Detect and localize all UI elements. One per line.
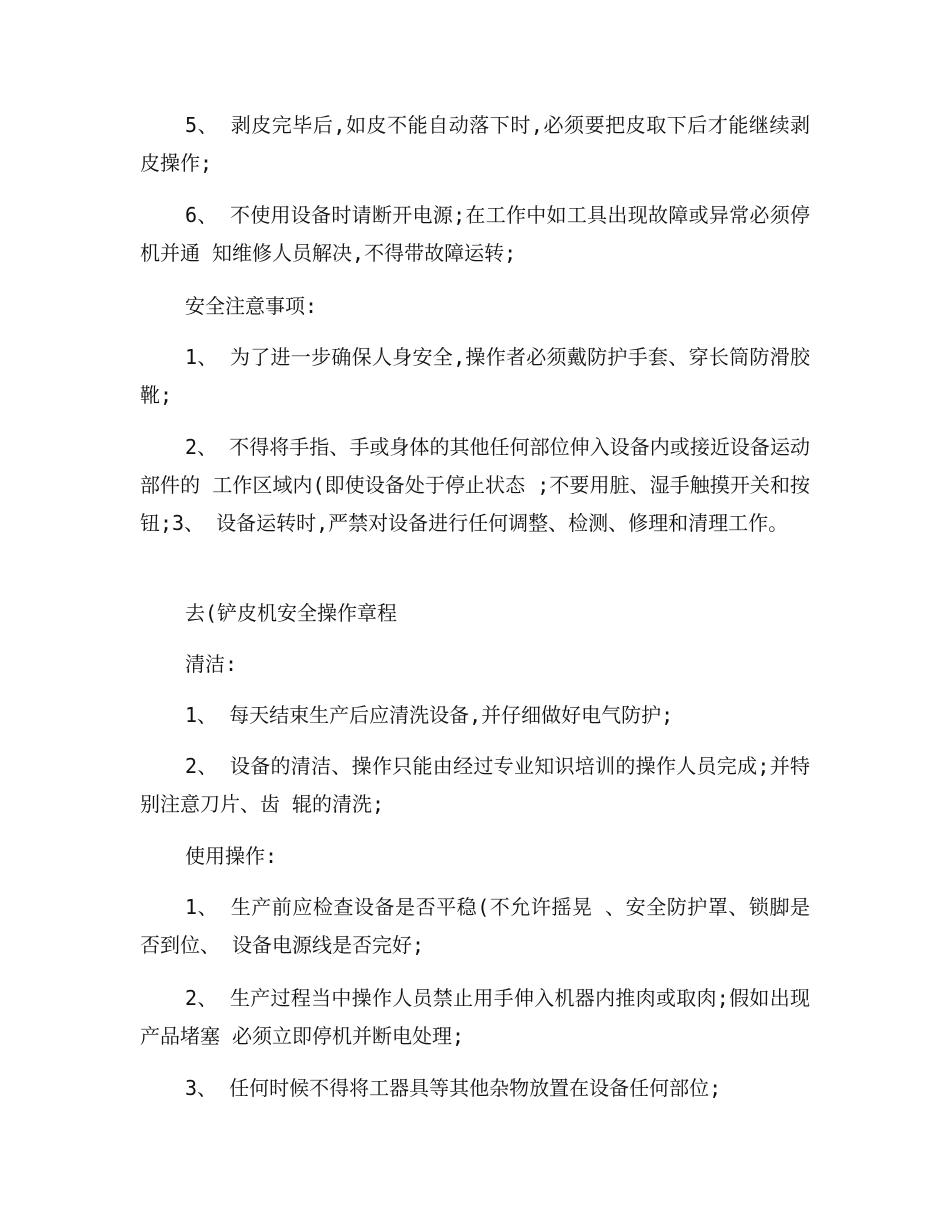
paragraph-cleaning-1: 1、 每天结束生产后应清洗设备,并仔细做好电气防护; <box>185 703 674 727</box>
heading-peeler-rules: 去(铲皮机安全操作章程 <box>185 601 398 625</box>
heading-cleaning: 清洁: <box>185 652 238 676</box>
paragraph-safety-2-3: 2、 不得将手指、手或身体的其他任何部位伸入设备内或接近设备运动部件的 工作区域内(即使设备处于停止状态 ;不要用脏、湿手触摸开关和按钮;3、 设备运转时,严禁对设备进行任何调整、检测、修理和清理工作。 <box>140 435 810 535</box>
paragraph-cleaning-2: 2、 设备的清洁、操作只能由经过专业知识培训的操作人员完成;并特别注意刀片、齿 辊的清洗; <box>140 754 810 816</box>
paragraph-safety-1: 1、 为了进一步确保人身安全,操作者必须戴防护手套、穿长筒防滑胶靴; <box>140 345 810 407</box>
paragraph-operation-2: 2、 生产过程当中操作人员禁止用手伸入机器内推肉或取肉;假如出现产品堵塞 必须立即停机并断电处理; <box>140 986 810 1048</box>
paragraph-operation-3: 3、 任何时候不得将工器具等其他杂物放置在设备任何部位; <box>185 1076 722 1100</box>
paragraph-6-disconnect-power: 6、 不使用设备时请断开电源;在工作中如工具出现故障或异常必须停机并通 知维修人员解决,不得带故障运转; <box>140 203 810 265</box>
paragraph-5-peeling-complete: 5、 剥皮完毕后,如皮不能自动落下时,必须要把皮取下后才能继续剥皮操作; <box>140 113 810 175</box>
heading-operation: 使用操作: <box>185 844 278 868</box>
paragraph-operation-1: 1、 生产前应检查设备是否平稳(不允许摇晃 、安全防护罩、锁脚是否到位、 设备电源线是否完好; <box>140 895 810 957</box>
heading-safety-notes: 安全注意事项: <box>185 294 318 318</box>
